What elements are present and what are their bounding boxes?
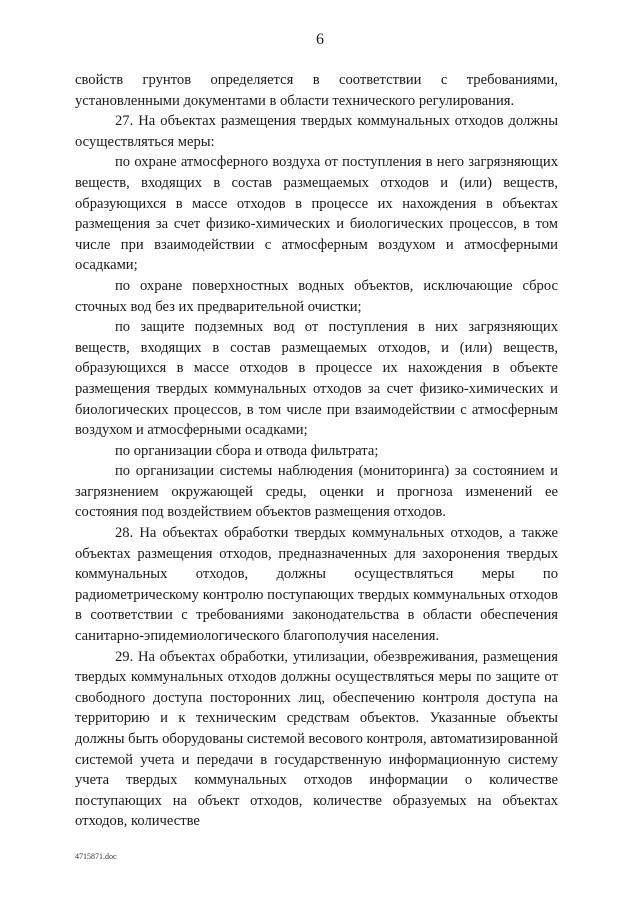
paragraph-groundwater: по защите подземных вод от поступления в них загрязняющих веществ, входящих в состав размещаемых отходов, и (или) веществ, образующихся в массе отходов в процессе их нахождения в объекте размещения твердых коммунальных отходов за счет физико-химических и биологических процессов, в том числе при взаимодействии с атмосферным воздухом и атмосферными осадками; xyxy=(75,319,558,439)
paragraph-continuation: свойств грунтов определяется в соответствии с требованиями, установленными документами в области технического регулирования. xyxy=(75,72,558,109)
paragraph-item-29: 29. На объектах обработки, утилизации, обезвреживания, размещения твердых коммунальных отходов должны осуществляться меры по защите от свободного доступа посторонних лиц, обеспечению контроля доступа на территорию и к техническим средствам объектов. Указанные объекты должны быть оборудованы системой весового контроля, автоматизированной системой учета и передачи в государственную информационную систему учета твердых коммунальных отходов информации о количестве поступающих на объект отходов, количестве образуемых на объектах отходов, количестве xyxy=(75,648,558,830)
document-body xyxy=(75,70,558,832)
paragraph-air-protection: по охране атмосферного воздуха от поступления в него загрязняющих веществ, входящих в состав размещаемых отходов и (или) веществ, образующихся в массе отходов в процессе их нахождения в объектах размещения за счет физико-химических и биологических процессов, в том числе при взаимодействии с атмосферным воздухом и атмосферными осадками; xyxy=(75,154,558,274)
paragraph-filtrate: по организации сбора и отвода фильтрата; xyxy=(115,442,379,459)
paragraph-surface-water: по охране поверхностных водных объектов, исключающие сброс сточных вод без их предварительной очистки; xyxy=(75,277,558,315)
paragraph-item-27: 27. На объектах размещения твердых коммунальных отходов должны осуществляться меры: xyxy=(75,113,558,150)
footer-doc-code: 4715871.doc xyxy=(75,852,117,861)
paragraph-item-28: 28. На объектах обработки твердых коммунальных отходов, а также объектах размещения отходов, предназначенных для захоронения твердых коммунальных отходов, должны осуществляться меры по радиометрическому контролю поступающих твердых коммунальных отходов в соответствии с требованиями законодательства в области обеспечения санитарно-эпидемиологического благополучия населения. xyxy=(75,525,558,645)
page-number: 6 xyxy=(316,31,324,48)
paragraph-monitoring: по организации системы наблюдения (мониторинга) за состоянием и загрязнением окружающей среды, оценки и прогноза изменений ее состояния под воздействием объектов размещения отходов. xyxy=(75,463,558,521)
